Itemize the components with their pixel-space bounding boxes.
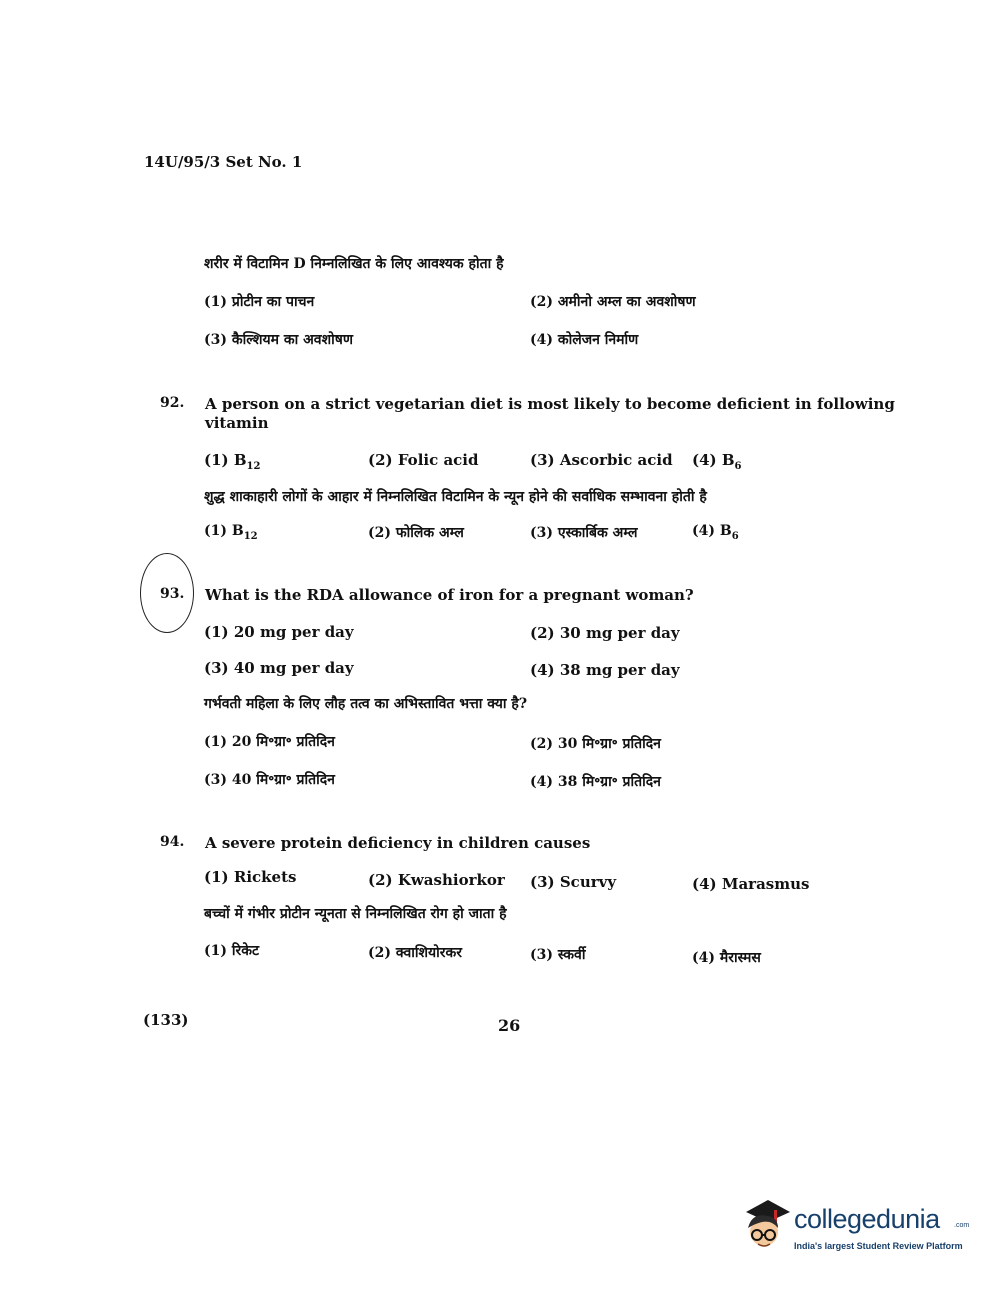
q93-hi-option-3: (3) 40 मि॰ग्रा॰ प्रतिदिन	[204, 772, 335, 788]
q92-en-option-4: (4) $B_6$	[692, 451, 742, 472]
q94-hi-option-2: (2) क्वाशियोरकर	[368, 945, 462, 961]
q92-hi-option-3: (3) एस्कार्बिक अम्ल	[530, 525, 638, 541]
q92-hindi-stem: शुद्ध शाकाहारी लोगों के आहार में निम्नलिखित विटामिन के न्यून होने की सर्वाधिक सम्भावना होती है	[204, 489, 707, 505]
q94-hi-option-3: (3) स्कर्वी	[530, 947, 586, 963]
q92-en-option-3: (3) Ascorbic acid	[530, 451, 673, 469]
q94-number: 94.	[160, 834, 185, 850]
q94-hi-option-1: (1) रिकेट	[204, 943, 260, 959]
q91-option-3: (3) कैल्शियम का अवशोषण	[204, 332, 353, 348]
set-code: 14U/95/3 Set No. 1	[144, 153, 303, 171]
q93-en-option-4: (4) 38 mg per day	[530, 661, 680, 679]
q91-option-1: (1) प्रोटीन का पाचन	[204, 294, 315, 310]
q93-en-option-3: (3) 40 mg per day	[204, 659, 354, 677]
q94-en-option-4: (4) Marasmus	[692, 875, 810, 893]
q93-hindi-stem: गर्भवती महिला के लिए लौह तत्व का अभिस्तावित भत्ता क्या है?	[204, 696, 528, 712]
q94-hindi-stem: बच्चों में गंभीर प्रोटीन न्यूनता से निम्नलिखित रोग हो जाता है	[204, 906, 507, 922]
q92-en-option-2: (2) Folic acid	[368, 451, 479, 469]
mascot-icon	[738, 1198, 792, 1258]
q93-hi-option-1: (1) 20 मि॰ग्रा॰ प्रतिदिन	[204, 734, 335, 750]
q92-en-option-1: (1) $B_{12}$	[204, 451, 261, 472]
q91-option-2: (2) अमीनो अम्ल का अवशोषण	[530, 294, 696, 310]
q93-en-option-1: (1) 20 mg per day	[204, 623, 354, 641]
q91-hindi-stem: शरीर में विटामिन D निम्नलिखित के लिए आवश्यक होता है	[204, 256, 504, 272]
q93-en-option-2: (2) 30 mg per day	[530, 624, 680, 642]
q94-en-option-3: (3) Scurvy	[530, 873, 617, 891]
q94-en-option-1: (1) Rickets	[204, 868, 297, 886]
q92-number: 92.	[160, 395, 185, 411]
watermark-brand: collegedunia	[794, 1204, 940, 1234]
footer-code: (133)	[143, 1011, 189, 1029]
q94-stem: A severe protein deficiency in children causes	[205, 834, 591, 852]
q92-hi-option-1: (1) $B_{12}$	[204, 523, 258, 542]
q93-stem: What is the RDA allowance of iron for a pregnant woman?	[205, 586, 694, 604]
q91-option-4: (4) कोलेजन निर्माण	[530, 332, 639, 348]
q93-hi-option-4: (4) 38 मि॰ग्रा॰ प्रतिदिन	[530, 774, 661, 790]
q92-stem-line2: vitamin	[205, 414, 269, 432]
q93-hi-option-2: (2) 30 मि॰ग्रा॰ प्रतिदिन	[530, 736, 661, 752]
q92-hi-option-2: (2) फोलिक अम्ल	[368, 525, 464, 541]
q92-stem-line1: A person on a strict vegetarian diet is most likely to become deficient in following	[205, 395, 895, 413]
watermark-logo	[738, 1198, 970, 1264]
q94-hi-option-4: (4) मैरास्मस	[692, 950, 761, 966]
page-number: 26	[498, 1016, 521, 1035]
q94-en-option-2: (2) Kwashiorkor	[368, 871, 505, 889]
watermark-domain: .com	[954, 1222, 970, 1229]
watermark-tagline: India's largest Student Review Platform	[794, 1241, 963, 1251]
q92-hi-option-4: (4) $B_6$	[692, 523, 739, 542]
q93-number: 93.	[160, 586, 185, 602]
